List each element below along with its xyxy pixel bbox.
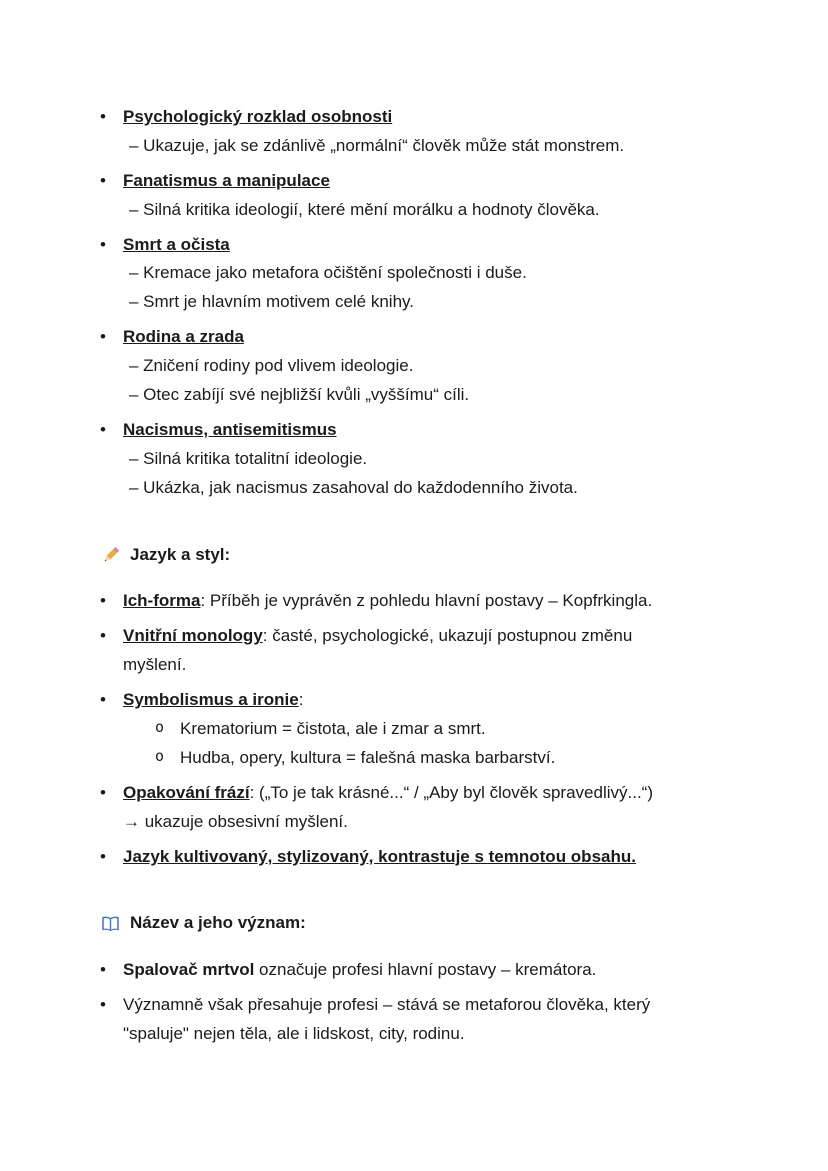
section-heading-title xyxy=(100,909,740,938)
item-text: : xyxy=(298,690,304,710)
item-line: – Smrt je hlavním motivem celé knihy. xyxy=(129,292,414,312)
book-icon xyxy=(100,913,121,934)
item-line: – Silná kritika ideologií, které mění morálku a hodnoty člověka. xyxy=(129,199,600,219)
item-line: – Zničení rodiny pod vlivem ideologie. xyxy=(129,356,414,376)
circle-bullet-icon xyxy=(155,744,180,773)
item-title: Fanatismus a manipulace xyxy=(123,170,330,190)
item-text: : Příběh je vyprávěn z pohledu hlavní postavy – Kopfrkingla. xyxy=(200,591,653,611)
style-list xyxy=(100,587,700,871)
item-title: Ich-forma xyxy=(123,591,201,611)
item-line: – Kremace jako metafora očištění společnosti i duše. xyxy=(129,263,527,283)
pencil-icon xyxy=(100,545,121,566)
item-emphasis: Jazyk kultivovaný, stylizovaný, kontrastuje s temnotou obsahu. xyxy=(123,846,636,866)
list-item xyxy=(100,622,700,680)
section-heading-text: Název a jeho význam: xyxy=(130,913,306,933)
list-item xyxy=(100,323,700,410)
bullet-icon xyxy=(100,103,123,161)
list-item xyxy=(100,843,700,872)
title-list xyxy=(100,956,700,1049)
item-line: – Ukazuje, jak se zdánlivě „normální“ člověk může stát monstrem. xyxy=(129,135,625,155)
item-line: – Otec zabíjí své nejbližší kvůli „vyššímu“ cíli. xyxy=(129,385,470,405)
section-heading-text: Jazyk a styl: xyxy=(130,544,231,564)
item-text: označuje profesi hlavní postavy – kremátora. xyxy=(254,960,597,980)
circle-bullet-icon xyxy=(155,715,180,744)
item-text: : časté, psychologické, ukazují postupnou změnu myšlení. xyxy=(123,626,633,675)
item-title: Rodina a zrada xyxy=(123,327,244,347)
sub-list-item xyxy=(155,715,671,744)
item-line: – Ukázka, jak nacismus zasahoval do každodenního života. xyxy=(129,477,578,497)
list-item xyxy=(100,991,700,1049)
list-item xyxy=(100,587,700,616)
item-title: Vnitřní monology xyxy=(123,626,263,646)
bullet-icon xyxy=(100,167,123,225)
list-item xyxy=(100,103,700,161)
sub-item-text: Hudba, opery, kultura = falešná maska barbarství. xyxy=(180,747,556,767)
bullet-icon xyxy=(100,956,123,985)
item-title: Smrt a očista xyxy=(123,234,230,254)
section-heading-style xyxy=(100,541,740,570)
item-title: Opakování frází xyxy=(123,782,250,802)
sub-list-item xyxy=(155,744,671,773)
bullet-icon xyxy=(100,843,123,872)
list-item xyxy=(100,167,700,225)
list-item xyxy=(100,956,700,985)
item-text: : („To je tak krásné...“ / „Aby byl člověk spravedlivý...“) → ukazuje obsesivní myšlení. xyxy=(123,782,654,831)
themes-list xyxy=(100,103,700,503)
sub-item-text: Krematorium = čistota, ale i zmar a smrt. xyxy=(180,719,486,739)
bullet-icon xyxy=(100,587,123,616)
item-line: – Silná kritika totalitní ideologie. xyxy=(129,448,368,468)
bullet-icon xyxy=(100,991,123,1049)
bullet-icon xyxy=(100,231,123,318)
list-item xyxy=(100,416,700,503)
item-title: Symbolismus a ironie xyxy=(123,690,299,710)
bullet-icon xyxy=(100,323,123,410)
item-text: Významně však přesahuje profesi – stává se metaforou člověka, který "spaluje" nejen těla, ale i lidskost, city, rodinu. xyxy=(123,995,651,1044)
bullet-icon xyxy=(100,779,123,837)
bullet-icon xyxy=(100,622,123,680)
list-item xyxy=(100,231,700,318)
item-title: Psychologický rozklad osobnosti xyxy=(123,107,393,126)
bullet-icon xyxy=(100,686,123,773)
item-title: Nacismus, antisemitismus xyxy=(123,419,337,439)
list-item xyxy=(100,779,700,837)
list-item xyxy=(100,686,700,773)
bullet-icon xyxy=(100,416,123,503)
item-title: Spalovač mrtvol xyxy=(123,960,255,980)
